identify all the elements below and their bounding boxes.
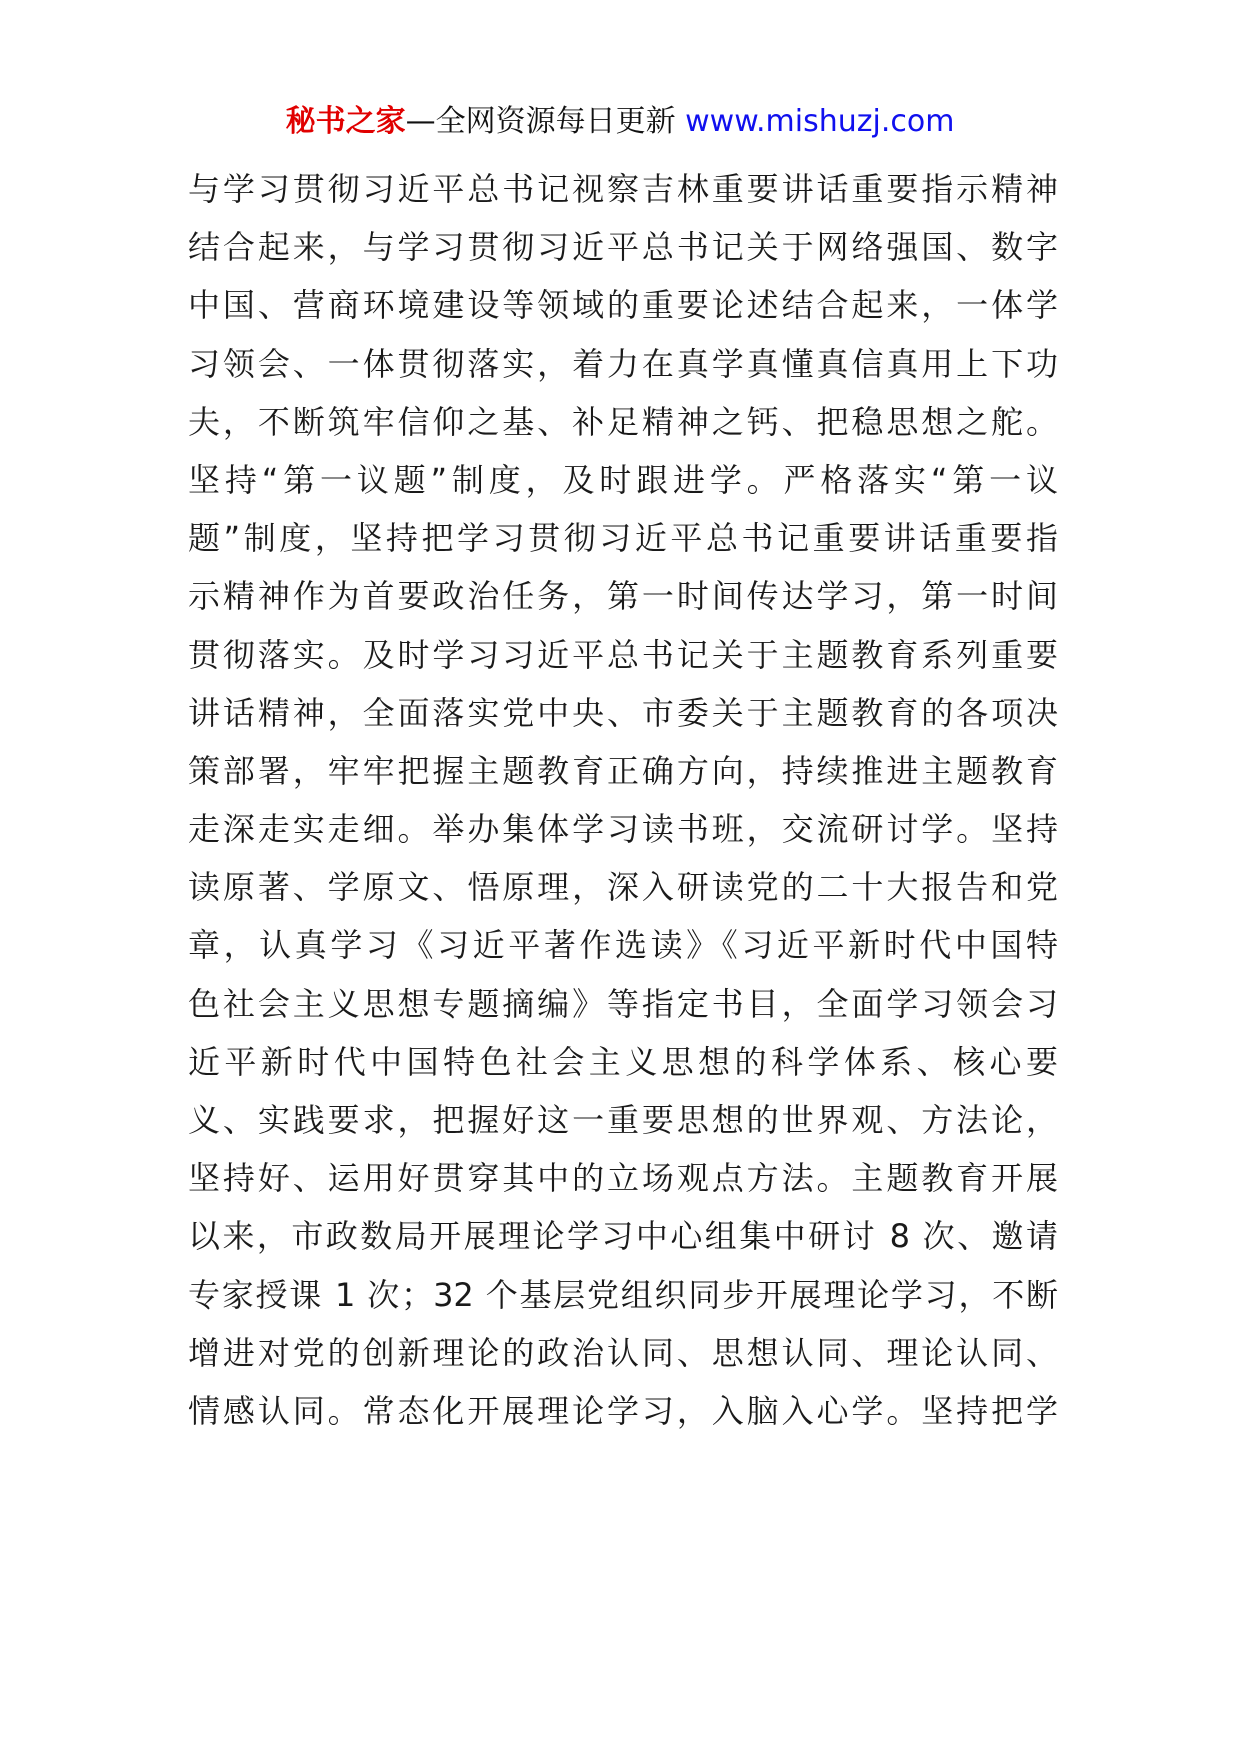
text-line: 近平新时代中国特色社会主义思想的科学体系、核心要 xyxy=(188,1042,1058,1081)
text-line: 中国、营商环境建设等领域的重要论述结合起来，一体学 xyxy=(188,286,1058,325)
text-line: 夫，不断筑牢信仰之基、补足精神之钙、把稳思想之舵。 xyxy=(188,402,1058,441)
text-line: 增进对党的创新理论的政治认同、思想认同、理论认同、 xyxy=(188,1333,1058,1372)
text-line: 策部署，牢牢把握主题教育正确方向，持续推进主题教育 xyxy=(188,751,1058,790)
text-line: 习领会、一体贯彻落实，着力在真学真懂真信真用上下功 xyxy=(188,344,1058,383)
text-line: 色社会主义思想专题摘编》等指定书目，全面学习领会习 xyxy=(188,984,1058,1023)
brand-name: 秘书之家 xyxy=(285,104,406,139)
text-line: 读原著、学原文、悟原理，深入研读党的二十大报告和党 xyxy=(188,868,1058,907)
header-slogan: —全网资源每日更新 xyxy=(405,104,686,139)
text-line: 贯彻落实。及时学习习近平总书记关于主题教育系列重要 xyxy=(188,635,1058,674)
page-header xyxy=(0,102,1240,142)
website-link[interactable]: www.mishuzj.com xyxy=(685,104,955,139)
text-line: 示精神作为首要政治任务，第一时间传达学习，第一时间 xyxy=(188,577,1058,616)
text-line: 坚持好、运用好贯穿其中的立场观点方法。主题教育开展 xyxy=(188,1159,1058,1198)
text-line: 题”制度，坚持把学习贯彻习近平总书记重要讲话重要指 xyxy=(188,519,1058,558)
text-line: 义、实践要求，把握好这一重要思想的世界观、方法论， xyxy=(188,1101,1058,1139)
text-line: 讲话精神，全面落实党中央、市委关于主题教育的各项决 xyxy=(188,693,1058,732)
text-line: 走深走实走细。举办集体学习读书班，交流研讨学。坚持 xyxy=(188,810,1058,849)
text-line: 结合起来，与学习贯彻习近平总书记关于网络强国、数字 xyxy=(188,228,1058,267)
text-line: 坚持“第一议题”制度，及时跟进学。严格落实“第一议 xyxy=(188,460,1058,499)
text-line: 章，认真学习《习近平著作选读》《习近平新时代中国特 xyxy=(188,926,1058,965)
text-line: 专家授课 1 次；32 个基层党组织同步开展理论学习，不断 xyxy=(188,1275,1058,1314)
text-line: 情感认同。常态化开展理论学习，入脑入心学。坚持把学 xyxy=(188,1391,1058,1430)
text-line: 以来，市政数局开展理论学习中心组集中研讨 8 次、邀请 xyxy=(188,1217,1058,1256)
text-line: 与学习贯彻习近平总书记视察吉林重要讲话重要指示精神 xyxy=(188,170,1058,208)
document-body xyxy=(188,160,1058,1440)
